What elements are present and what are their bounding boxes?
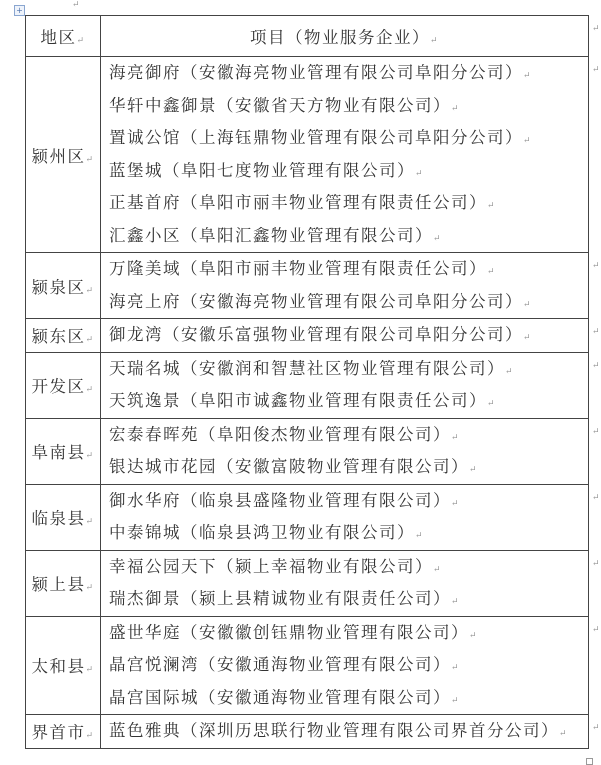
project-item-text: 正基首府（阜阳市丽丰物业管理有限责任公司） [109, 193, 487, 212]
paragraph-mark: ↵ [76, 36, 86, 46]
project-cell [101, 319, 601, 353]
project-item-text: 御龙湾（安徽乐富强物业管理有限公司阜阳分公司） [109, 325, 523, 344]
project-item-text: 盛世华庭（安徽徽创钰鼎物业管理有限公司） [109, 622, 469, 642]
project-item-text: 银达城市花园（安徽富陂物业管理有限公司） [109, 457, 469, 476]
region-cell [26, 352, 101, 418]
header-project [101, 16, 601, 57]
paragraph-mark: ↵ [451, 103, 461, 114]
project-item-text: 海亮御府（安徽海亮物业管理有限公司阜阳分公司） [109, 63, 523, 82]
project-item [109, 682, 588, 715]
table-row [26, 616, 589, 715]
project-item-text: 海亮上府（安徽海亮物业管理有限公司阜阳分公司） [109, 291, 523, 311]
project-item-text: 华轩中鑫御景（安徽省天方物业有限公司） [109, 95, 451, 115]
region-label: 颍东区 [31, 327, 86, 347]
paragraph-mark: ↵ [433, 564, 443, 575]
project-item [109, 451, 588, 484]
table-row [26, 715, 589, 749]
project-item [109, 319, 588, 352]
region-cell [26, 57, 101, 253]
paragraph-mark: ↵ [415, 168, 425, 179]
table-row [26, 550, 589, 616]
region-cell [26, 319, 101, 353]
project-item [109, 649, 588, 682]
property-table [25, 15, 601, 749]
project-item [109, 187, 588, 220]
project-item [109, 617, 588, 650]
project-item-text: 幸福公园天下（颍上幸福物业有限公司） [109, 556, 433, 576]
project-item-text: 天瑞名城（安徽润和智慧社区物业管理有限公司） [109, 358, 505, 378]
table-row [26, 319, 589, 353]
project-item [109, 122, 588, 155]
project-item [109, 220, 588, 253]
region-cell [26, 484, 101, 550]
row-end-mark: ↵ [591, 65, 601, 75]
project-cell [101, 418, 601, 484]
project-item-text: 蓝堡城（阜阳七度物业管理有限公司） [109, 160, 415, 180]
region-label: 界首市 [31, 723, 86, 743]
row-end-mark: ↵ [591, 426, 601, 437]
row-end-mark: ↵ [591, 327, 601, 337]
project-cell [101, 484, 601, 550]
paragraph-mark: ↵ [451, 597, 461, 607]
paragraph-mark: ↵ [523, 299, 533, 310]
project-item-text: 宏泰春晖苑（阜阳俊杰物业管理有限公司） [109, 424, 451, 444]
project-item-text: 蓝色雅典（深圳历思联行物业管理有限公司界首分公司） [109, 721, 559, 740]
project-item-text: 置诚公馆（上海钰鼎物业管理有限公司阜阳分公司） [109, 128, 523, 147]
region-cell [26, 715, 101, 749]
paragraph-mark: ↵ [505, 366, 515, 377]
paragraph-mark: ↵ [451, 695, 461, 706]
paragraph-mark: ↵ [415, 531, 425, 541]
table-row [26, 253, 589, 319]
paragraph-mark: ↵ [85, 154, 95, 165]
table-row [26, 418, 589, 484]
paragraph-mark: ↵ [487, 201, 497, 211]
project-cell [101, 616, 601, 715]
paragraph-mark: ↵ [85, 583, 95, 593]
region-label: 阜南县 [31, 443, 86, 462]
region-cell [26, 253, 101, 319]
project-item [109, 57, 588, 90]
paragraph-mark: ↵ [451, 498, 461, 509]
row-end-mark: ↵ [591, 492, 601, 503]
project-cell [101, 253, 601, 319]
region-cell [26, 550, 101, 616]
table-row [26, 484, 589, 550]
project-item [109, 353, 588, 386]
table-row [26, 57, 589, 253]
paragraph-mark: ↵ [451, 663, 461, 673]
table-header-row [26, 16, 589, 57]
paragraph-mark: ↵ [469, 465, 479, 475]
paragraph-mark: ↵ [523, 136, 533, 146]
row-end-mark: ↵ [591, 624, 601, 635]
project-cell [101, 57, 601, 253]
paragraph-mark: ↵ [85, 285, 95, 296]
paragraph-mark: ↵ [523, 333, 533, 343]
region-label: 颍上县 [31, 575, 86, 594]
project-cell [101, 352, 601, 418]
header-region-label: 地区 [40, 28, 77, 47]
region-label: 太和县 [31, 657, 86, 677]
paragraph-mark: ↵ [85, 385, 95, 395]
project-item [109, 583, 588, 616]
project-item [109, 90, 588, 123]
row-end-mark: ↵ [591, 24, 601, 34]
project-item [109, 715, 588, 748]
project-item-text: 万隆美域（阜阳市丽丰物业管理有限责任公司） [109, 259, 487, 278]
project-cell [101, 550, 601, 616]
paragraph-mark: ↵ [85, 665, 95, 676]
project-item [109, 385, 588, 418]
project-item [109, 551, 588, 584]
project-item [109, 485, 588, 518]
project-item [109, 253, 588, 286]
header-project-label: 项目（物业服务企业） [249, 28, 430, 47]
project-item-text: 晶宫国际城（安徽通海物业管理有限公司） [109, 687, 451, 707]
paragraph-mark: ↵ [487, 267, 497, 277]
header-region [26, 16, 101, 57]
row-end-mark: ↵ [591, 558, 601, 569]
region-label: 颍州区 [31, 146, 86, 166]
region-label: 开发区 [31, 377, 86, 396]
project-item-text: 天筑逸景（阜阳市诚鑫物业管理有限责任公司） [109, 391, 487, 410]
project-cell [101, 715, 601, 749]
paragraph-mark: ↵ [487, 399, 497, 409]
region-cell [26, 616, 101, 715]
project-item [109, 286, 588, 319]
paragraph-mark: ↵ [469, 630, 479, 641]
paragraph-mark: ↵ [85, 517, 95, 527]
row-end-mark: ↵ [591, 723, 601, 733]
paragraph-mark: ↵ [433, 233, 443, 244]
project-item-text: 晶宫悦澜湾（安徽通海物业管理有限公司） [109, 655, 451, 674]
region-label: 颍泉区 [31, 277, 86, 297]
table-resize-handle[interactable] [586, 758, 593, 765]
table-move-handle-icon[interactable]: + [14, 5, 25, 16]
paragraph-mark: ↵ [451, 432, 461, 443]
paragraph-mark: ↵ [72, 0, 80, 10]
project-item [109, 155, 588, 188]
project-item-text: 御水华府（临泉县盛隆物业管理有限公司） [109, 490, 451, 510]
project-item-text: 瑞杰御景（颍上县精诚物业有限责任公司） [109, 589, 451, 608]
table-row [26, 352, 589, 418]
row-end-mark: ↵ [591, 261, 601, 271]
paragraph-mark: ↵ [559, 729, 569, 739]
row-end-mark: ↵ [591, 360, 601, 371]
region-label: 临泉县 [31, 509, 86, 528]
paragraph-mark: ↵ [429, 36, 440, 46]
project-item [109, 419, 588, 452]
project-item-text: 汇鑫小区（阜阳汇鑫物业管理有限公司） [109, 225, 433, 245]
paragraph-mark: ↵ [523, 71, 533, 81]
paragraph-mark: ↵ [85, 731, 95, 742]
project-item-text: 中泰锦城（临泉县鸿卫物业有限公司） [109, 523, 415, 542]
paragraph-mark: ↵ [85, 451, 95, 461]
region-cell [26, 418, 101, 484]
project-item [109, 517, 588, 550]
paragraph-mark: ↵ [85, 335, 95, 346]
